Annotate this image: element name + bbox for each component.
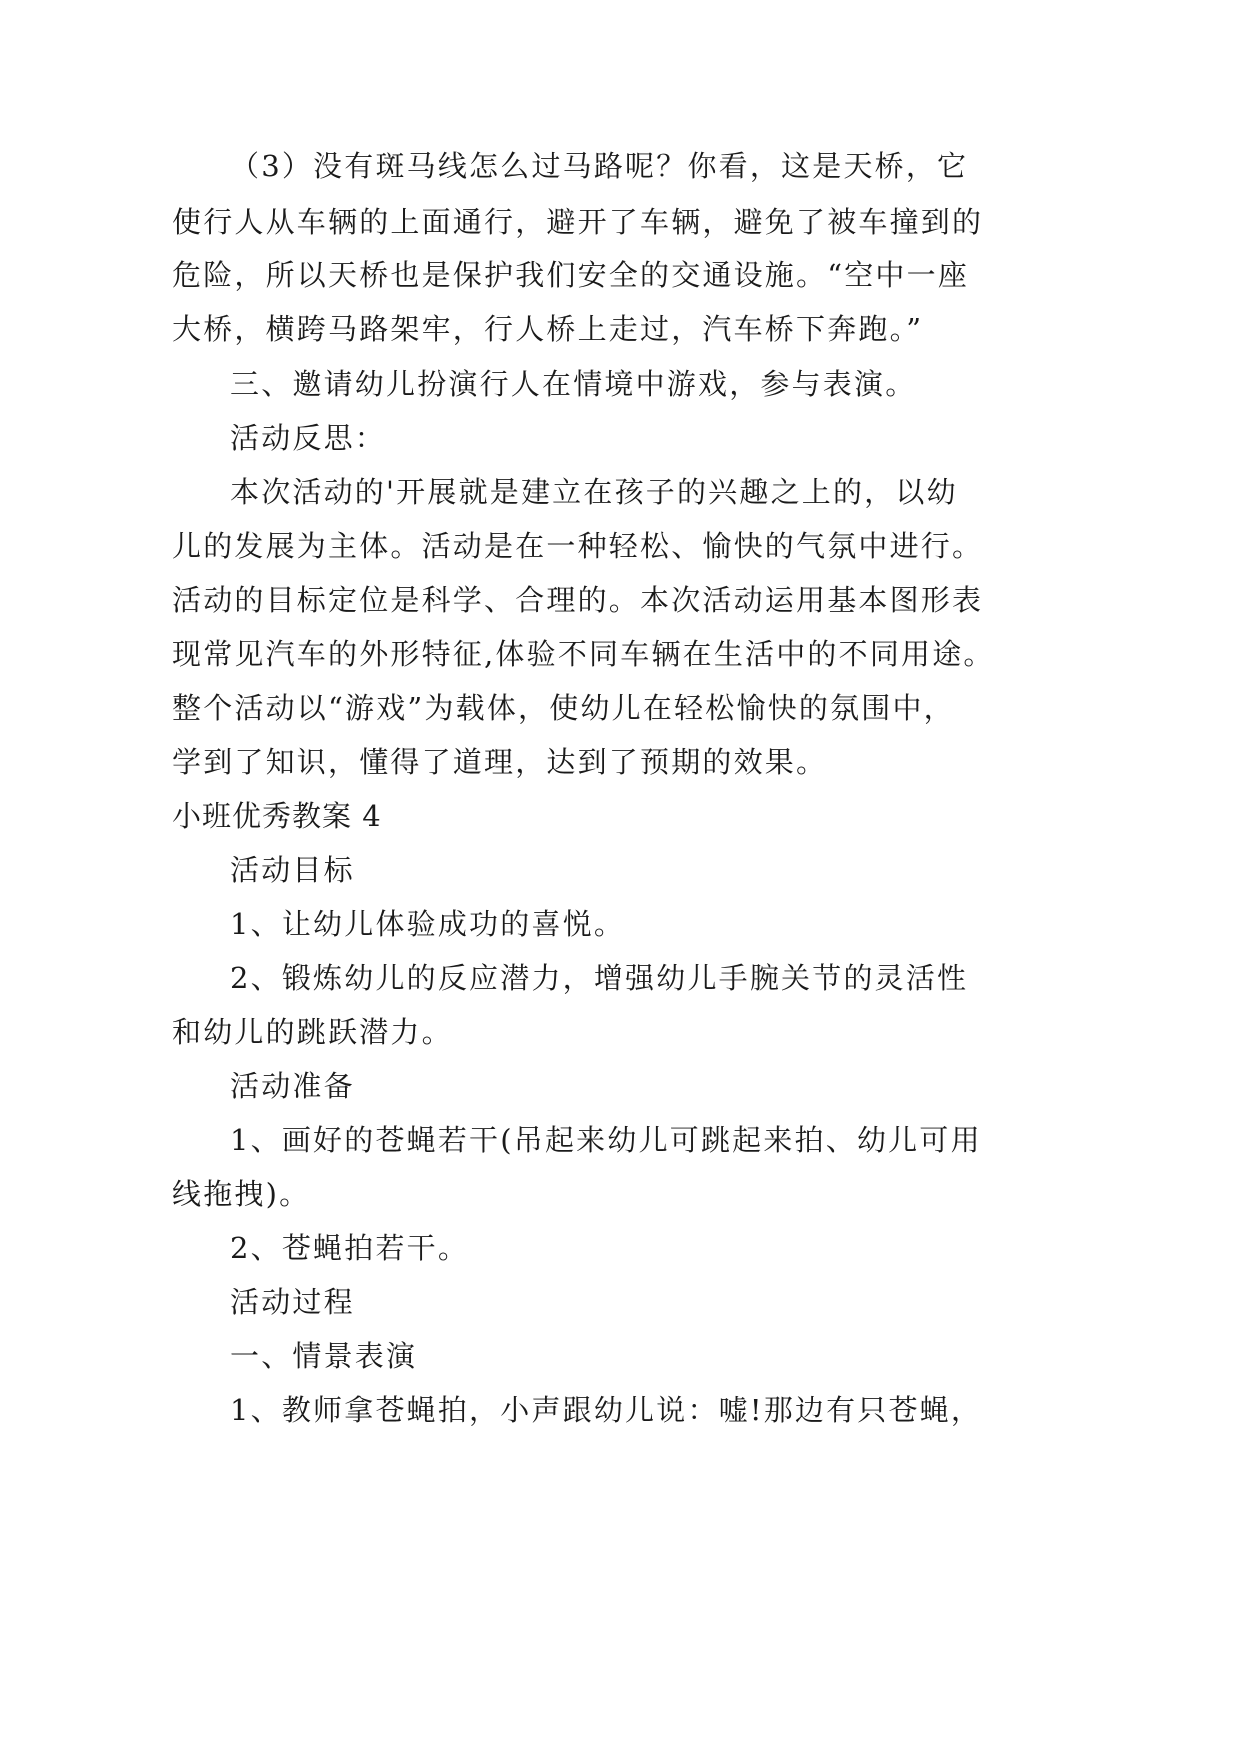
section-heading: 小班优秀教案 4: [172, 799, 382, 833]
list-item: 2、苍蝇拍若干。: [230, 1231, 470, 1265]
list-item: 1、教师拿苍蝇拍，小声跟幼儿说：嘘!那边有只苍蝇，: [230, 1393, 983, 1427]
paragraph-line: 学到了知识，懂得了道理，达到了预期的效果。: [172, 745, 828, 779]
paragraph-line: 现常见汽车的外形特征,体验不同车辆在生活中的不同用途。: [172, 637, 995, 671]
list-item-continuation: 和幼儿的跳跃潜力。: [172, 1015, 453, 1049]
section-label: 活动准备: [230, 1069, 355, 1103]
paragraph-line: 整个活动以“游戏”为载体，使幼儿在轻松愉快的氛围中，: [172, 691, 955, 725]
list-item: 1、让幼儿体验成功的喜悦。: [230, 907, 626, 941]
list-item-continuation: 线拖拽)。: [172, 1177, 311, 1211]
paragraph-line: 大桥，横跨马路架牢，行人桥上走过，汽车桥下奔跑。”: [172, 312, 924, 346]
section-label: 活动目标: [230, 853, 355, 887]
list-item: 1、画好的苍蝇若干(吊起来幼儿可跳起来拍、幼儿可用: [230, 1123, 982, 1157]
list-item: 2、锻炼幼儿的反应潜力，增强幼儿手腕关节的灵活性: [230, 961, 969, 995]
section-label: 活动反思：: [230, 421, 387, 455]
paragraph-line: 危险，所以天桥也是保护我们安全的交通设施。“空中一座: [172, 258, 970, 292]
paragraph-line: 活动的目标定位是科学、合理的。本次活动运用基本图形表: [172, 583, 984, 617]
section-label: 活动过程: [230, 1285, 355, 1319]
subsection-label: 一、情景表演: [230, 1339, 418, 1373]
paragraph-line: （3）没有斑马线怎么过马路呢？你看，这是天桥，它: [230, 149, 969, 183]
paragraph-line: 儿的发展为主体。活动是在一种轻松、愉快的气氛中进行。: [172, 529, 984, 563]
paragraph-line: 本次活动的'开展就是建立在孩子的兴趣之上的，以幼: [230, 475, 958, 509]
paragraph-line: 使行人从车辆的上面通行，避开了车辆，避免了被车撞到的: [172, 205, 984, 239]
paragraph-line: 三、邀请幼儿扮演行人在情境中游戏，参与表演。: [230, 367, 917, 401]
